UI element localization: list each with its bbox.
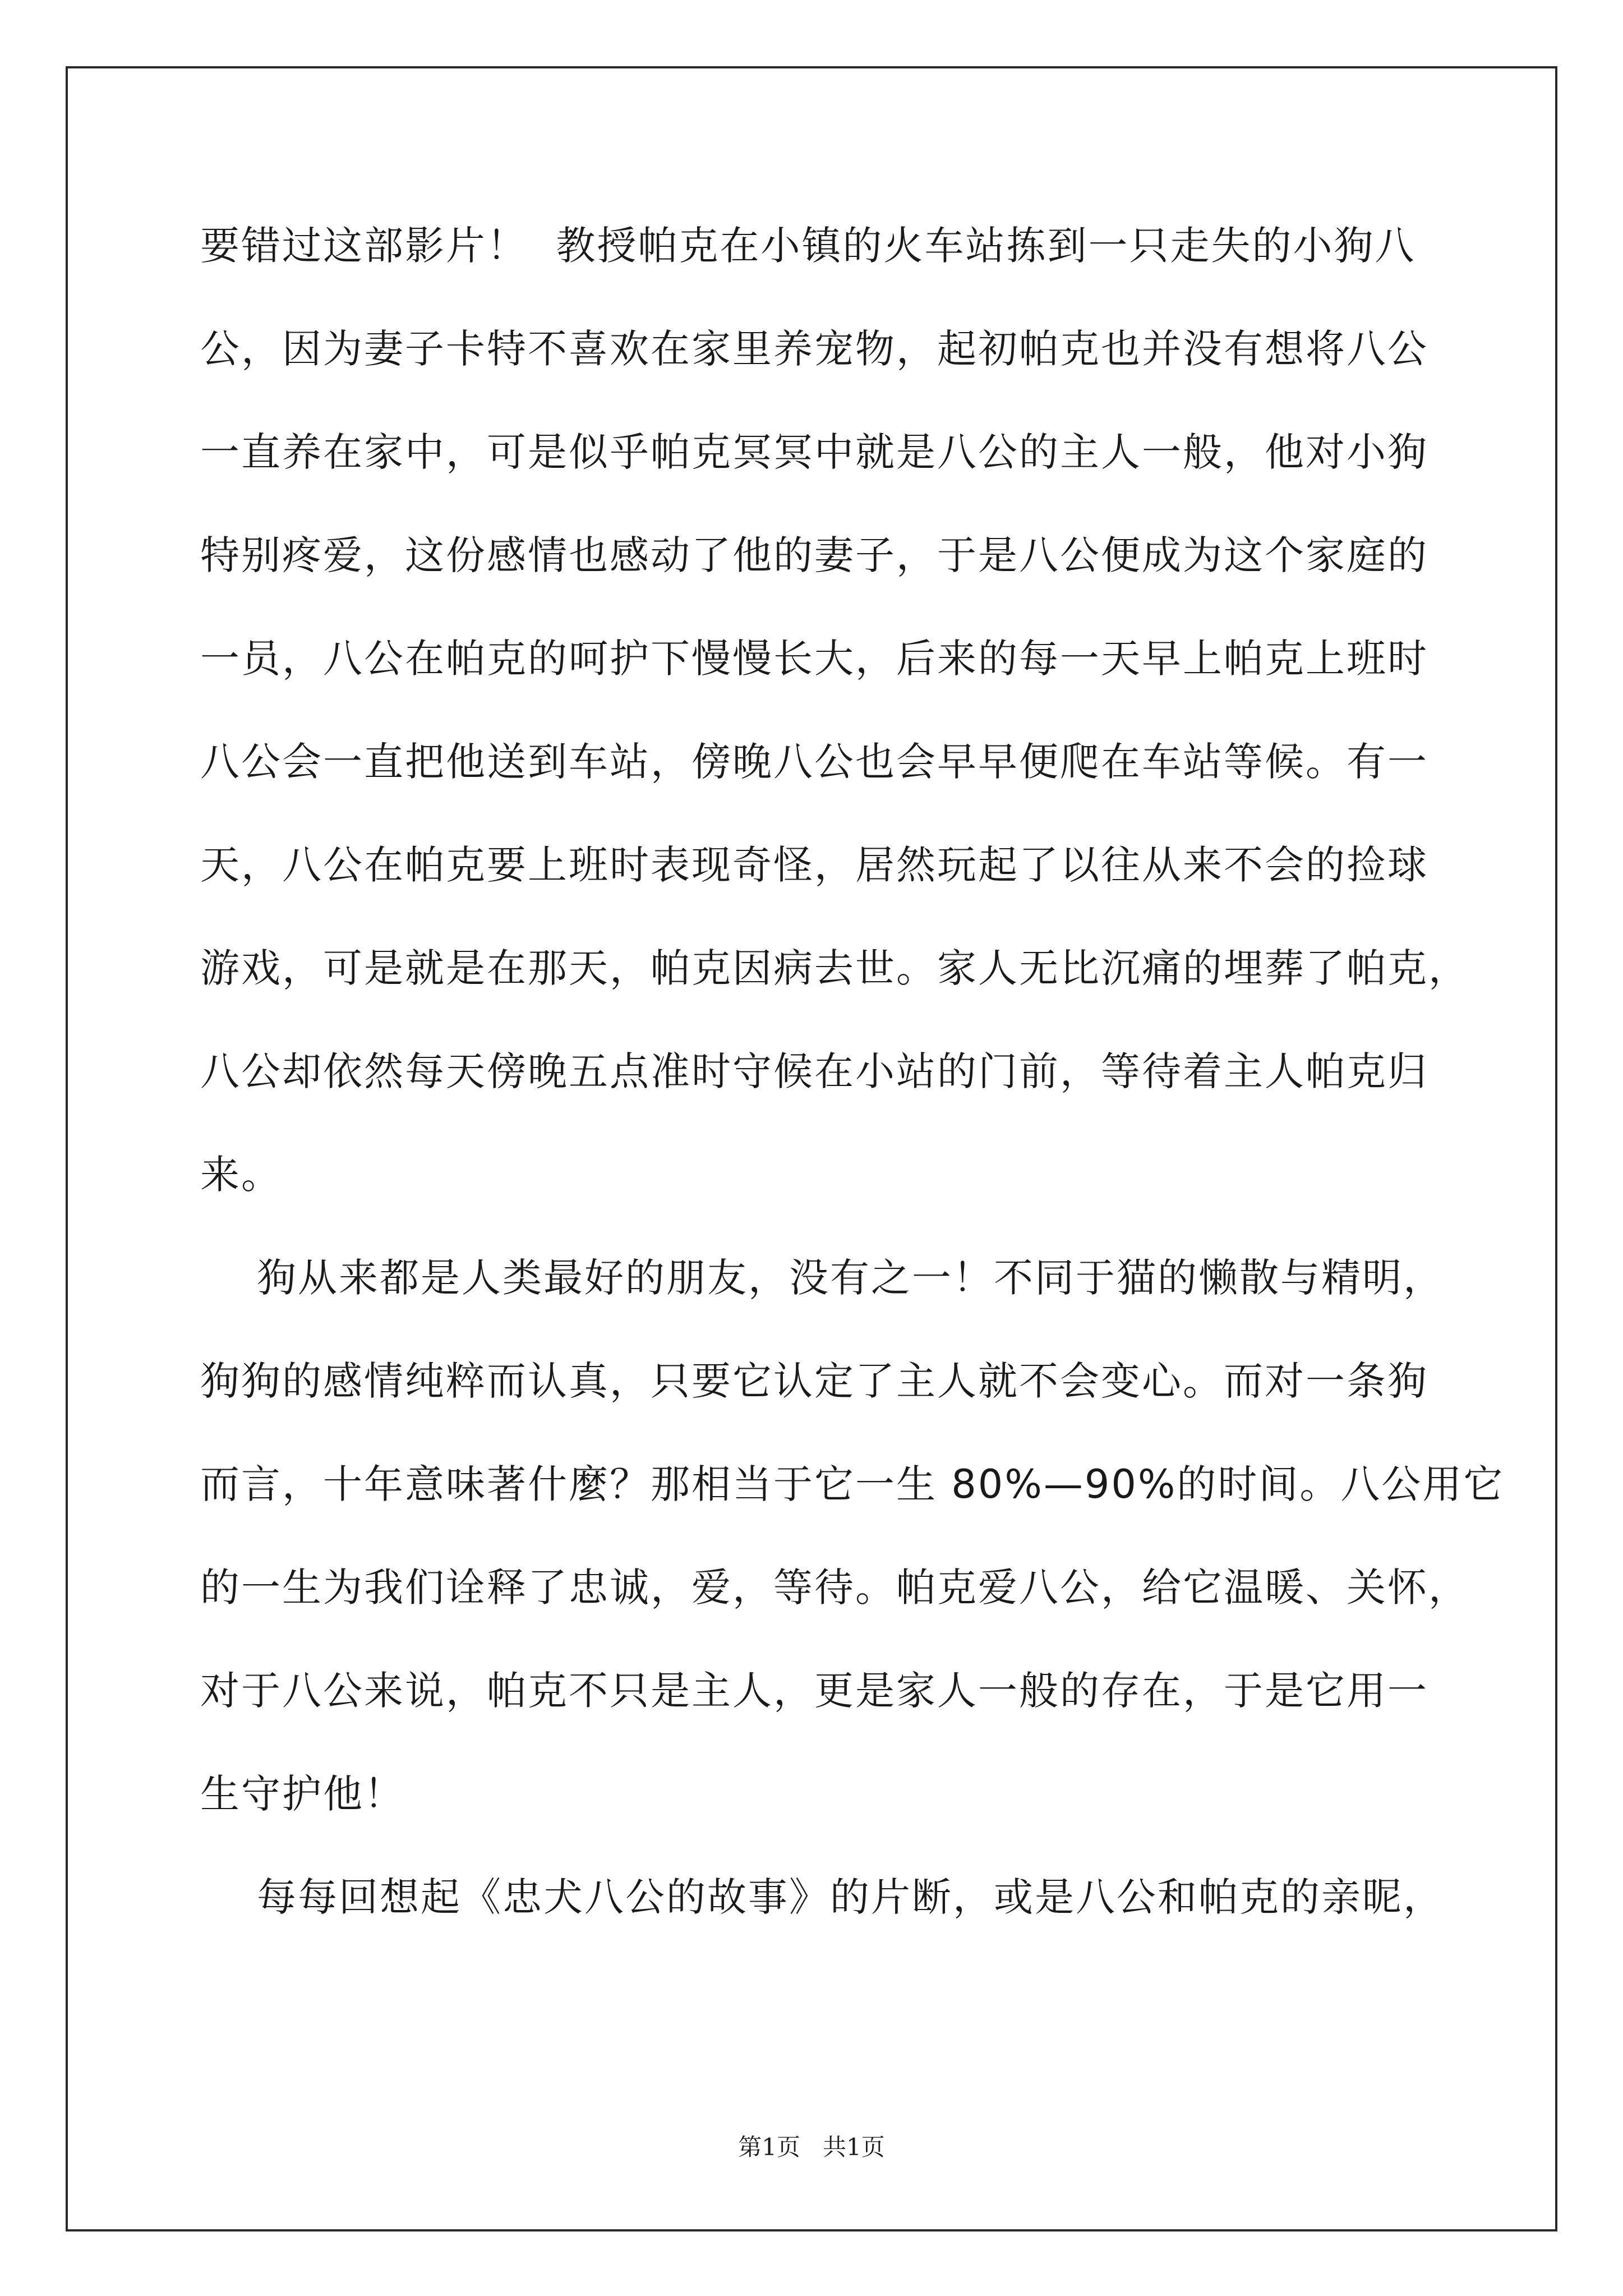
body-text-line: 的一生为我们诠释了忠诚，爱，等待。帕克爱八公，给它温暖、关怀， bbox=[200, 1565, 1469, 1611]
body-text-line: 而言，十年意味著什麼？那相当于它一生 80%—90%的时间。八公用它 bbox=[200, 1461, 1505, 1507]
body-text-line: 对于八公来说，帕克不只是主人，更是家人一般的存在，于是它用一 bbox=[200, 1668, 1428, 1714]
page-number-footer: 第1页 共1页 bbox=[738, 2133, 885, 2161]
body-text-line: 特别疼爱，这份感情也感动了他的妻子，于是八公便成为这个家庭的 bbox=[200, 532, 1428, 578]
body-text-line: 一员，八公在帕克的呵护下慢慢长大，后来的每一天早上帕克上班时 bbox=[200, 636, 1428, 682]
body-text-line: 八公会一直把他送到车站，傍晚八公也会早早便爬在车站等候。有一 bbox=[200, 739, 1428, 785]
body-text-line: 每每回想起《忠犬八公的故事》的片断，或是八公和帕克的亲昵， bbox=[200, 1874, 1445, 1920]
body-text-line: 公，因为妻子卡特不喜欢在家里养宠物，起初帕克也并没有想将八公 bbox=[200, 326, 1428, 372]
body-text-line: 狗从来都是人类最好的朋友，没有之一！不同于猫的懒散与精明， bbox=[200, 1255, 1445, 1301]
body-text-line: 游戏，可是就是在那天，帕克因病去世。家人无比沉痛的埋葬了帕克， bbox=[200, 945, 1469, 991]
body-text-line: 要错过这部影片！ 教授帕克在小镇的火车站拣到一只走失的小狗八 bbox=[200, 223, 1416, 269]
body-text-line: 狗狗的感情纯粹而认真，只要它认定了主人就不会变心。而对一条狗 bbox=[200, 1358, 1428, 1404]
body-text-line: 八公却依然每天傍晚五点准时守候在小站的门前，等待着主人帕克归 bbox=[200, 1048, 1428, 1094]
body-text-line: 天，八公在帕克要上班时表现奇怪，居然玩起了以往从来不会的捡球 bbox=[200, 842, 1428, 888]
body-text-line: 来。 bbox=[200, 1152, 282, 1198]
body-text-line: 生守护他！ bbox=[200, 1771, 405, 1817]
body-text-line: 一直养在家中，可是似乎帕克冥冥中就是八公的主人一般，他对小狗 bbox=[200, 429, 1428, 475]
